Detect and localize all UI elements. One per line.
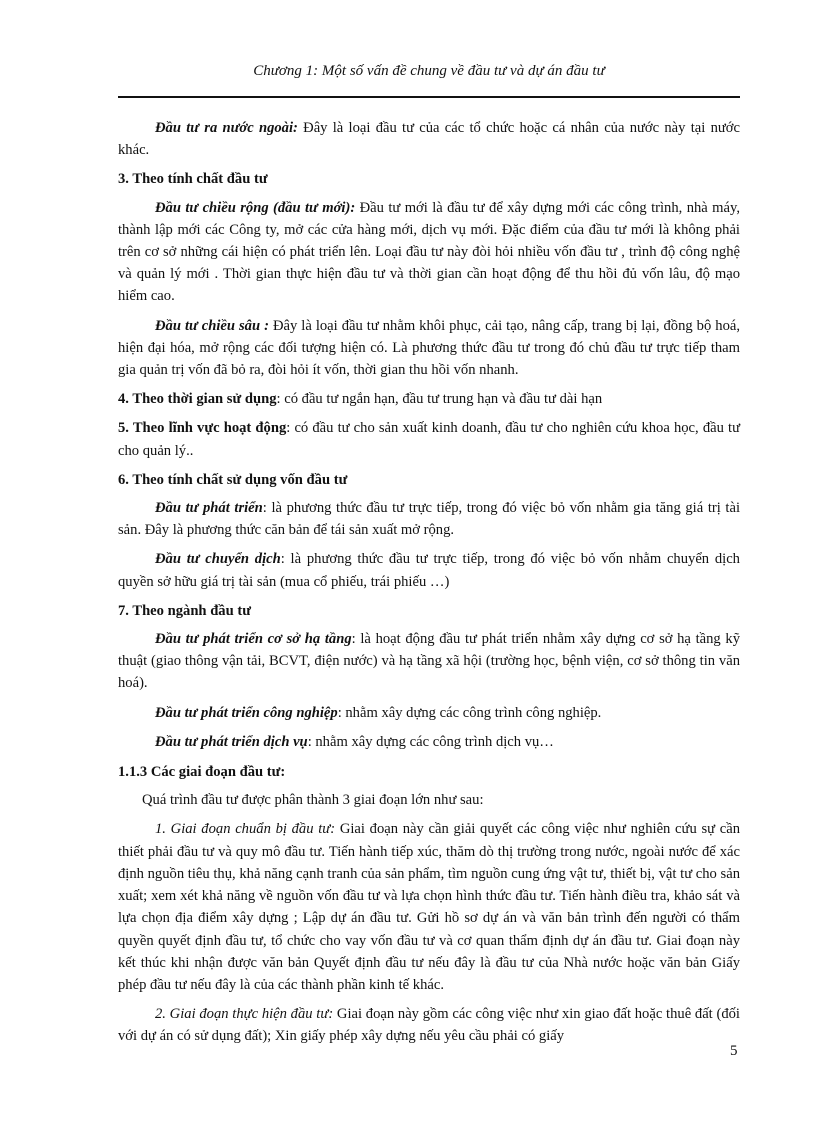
stage-2-label: 2. Giai đoạn thực hiện đầu tư:	[155, 1006, 334, 1023]
term-industry-investment: Đầu tư phát triển công nghiệp	[155, 704, 338, 721]
overseas-text: Đây là loại đầu tư của các tổ chức hoặc cá nhân của nước này tại nước khác.	[118, 120, 740, 159]
term-infrastructure-investment: Đầu tư phát triển cơ sở hạ tầng	[155, 631, 352, 648]
depth-investment-text: Đây là loại đầu tư nhằm khôi phục, cải tạo, nâng cấp, trang bị lại, đồng bộ hoá, hiện đại hóa, mở rộng các đối tượng hiện có. Là phương thức đầu tư trong đó chủ đầu tư trực tiếp tham gia quản trị vốn đã bỏ ra, đòi hỏi ít vốn, thời gian thu hồi vốn nhanh.	[118, 317, 740, 379]
paragraph-transfer-investment	[118, 548, 740, 592]
page-body	[118, 117, 740, 1055]
heading-section-6: 6. Theo tính chất sử dụng vốn đầu tư	[118, 471, 348, 488]
paragraph-industry-investment	[118, 702, 740, 724]
header-rule	[118, 96, 740, 98]
page-number: 5	[730, 1043, 738, 1059]
term-overseas-investment: Đầu tư ra nước ngoài:	[155, 120, 298, 136]
running-header: Chương 1: Một số vấn đề chung về đầu tư và dự án đầu tư	[253, 63, 605, 79]
heading-section-4: 4. Theo thời gian sử dụng	[118, 391, 277, 408]
term-development-investment: Đầu tư phát triển	[155, 500, 263, 517]
heading-section-7: 7. Theo ngành đầu tư	[118, 602, 251, 619]
heading-section-3: 3. Theo tính chất đầu tư	[118, 171, 268, 188]
transfer-investment-text: : là phương thức đầu tư trực tiếp, trong đó việc bỏ vốn nhằm chuyển dịch quyền sở hữu giá trị tài sản (mua cổ phiếu, trái phiếu …)	[118, 551, 740, 590]
stage-1-label: 1. Giai đoạn chuẩn bị đầu tư:	[155, 821, 336, 838]
paragraph-stages-intro: Quá trình đầu tư được phân thành 3 giai đoạn lớn như sau:	[142, 792, 484, 809]
width-investment-text: Đầu tư mới là đầu tư để xây dựng mới các công trình, nhà máy, thành lập mới các Công ty, mở các cửa hàng mới, dịch vụ mới. Đặc điểm của đầu tư mới là không phải trên cơ sở những cái hiện có phát triển lên. Loại đầu tư này đòi hỏi nhiều vốn đầu tư , trình độ công nghệ và quản lý mới . Thời gian thực hiện đầu tư và thời gian cần hoạt động để thu hồi đủ vốn lâu, độ mạo hiểm cao.	[118, 199, 741, 305]
paragraph-width-investment	[118, 197, 740, 308]
paragraph-service-investment	[118, 731, 740, 753]
paragraph-depth-investment	[118, 315, 740, 382]
stage-1-text: Giai đoạn này cần giải quyết các công việc như nghiên cứu sự cần thiết phải đầu tư và quy mô đầu tư. Tiến hành tiếp xúc, thăm dò thị trường trong nước, ngoài nước để xác định nguồn tiêu thụ, khả năng cạnh tranh của sản phẩm, tìm nguồn cung ứng vật tư, thiết bị, vật tư cho sản xuất; xem xét khả năng về nguồn vốn đầu tư và lựa chọn hình thức đầu tư. Tiến hành điều tra, khảo sát và lựa chọn địa điểm xây dựng ; Lập dự án đầu tư. Gửi hồ sơ dự án và văn bản trình đến người có thẩm quyền quyết định đầu tư, tổ chức cho vay vốn đầu tư và cơ quan thẩm định dự án đầu tư. Giai đoạn này kết thúc khi nhận được văn bản Quyết định đầu tư nếu đây là đầu tư của Nhà nước hoặc văn bản Giấy phép đầu tư nếu đây là của các thành phần kinh tế khác.	[118, 821, 740, 993]
paragraph-development-investment	[118, 497, 740, 541]
paragraph-section-5	[118, 417, 740, 461]
paragraph-infrastructure-investment	[118, 628, 740, 695]
paragraph-stage-2	[118, 1003, 740, 1047]
stage-2-text: Giai đoạn này gồm các công việc như xin giao đất hoặc thuê đất (đối với dự án có sử dụng đất); Xin giấy phép xây dựng nếu yêu cầu phải có giấy	[118, 1006, 740, 1045]
term-transfer-investment: Đầu tư chuyển dịch	[155, 551, 281, 568]
term-depth-investment: Đầu tư chiều sâu :	[155, 317, 269, 334]
heading-section-1-1-3: 1.1.3 Các giai đoạn đầu tư:	[118, 764, 286, 781]
industry-investment-text: : nhằm xây dựng các công trình công nghiệp.	[337, 704, 602, 721]
section-4-text: : có đầu tư ngắn hạn, đầu tư trung hạn và đầu tư dài hạn	[276, 391, 603, 408]
paragraph-overseas-investment	[118, 117, 740, 161]
infrastructure-investment-text: : là hoạt động đầu tư phát triển nhằm xây dựng cơ sở hạ tầng kỹ thuật (giao thông vận tải, BCVT, điện nước) và hạ tầng xã hội (trường học, bệnh viện, cơ sở thông tin văn hoá).	[118, 631, 740, 692]
paragraph-stage-1	[118, 818, 740, 996]
term-service-investment: Đầu tư phát triển dịch vụ	[155, 733, 308, 750]
term-width-investment: Đầu tư chiều rộng (đầu tư mới):	[155, 199, 356, 216]
development-investment-text: : là phương thức đầu tư trực tiếp, trong đó việc bỏ vốn nhằm gia tăng giá trị tài sản. Đây là phương thức căn bản để tái sản xuất mở rộng.	[118, 500, 740, 539]
service-investment-text: : nhằm xây dựng các công trình dịch vụ…	[307, 733, 554, 750]
section-5-text: : có đầu tư cho sản xuất kinh doanh, đầu tư cho nghiên cứu khoa học, đầu tư cho quản lý..	[118, 420, 740, 459]
heading-section-5: 5. Theo lĩnh vực hoạt động	[118, 420, 287, 437]
paragraph-section-4	[118, 388, 740, 410]
